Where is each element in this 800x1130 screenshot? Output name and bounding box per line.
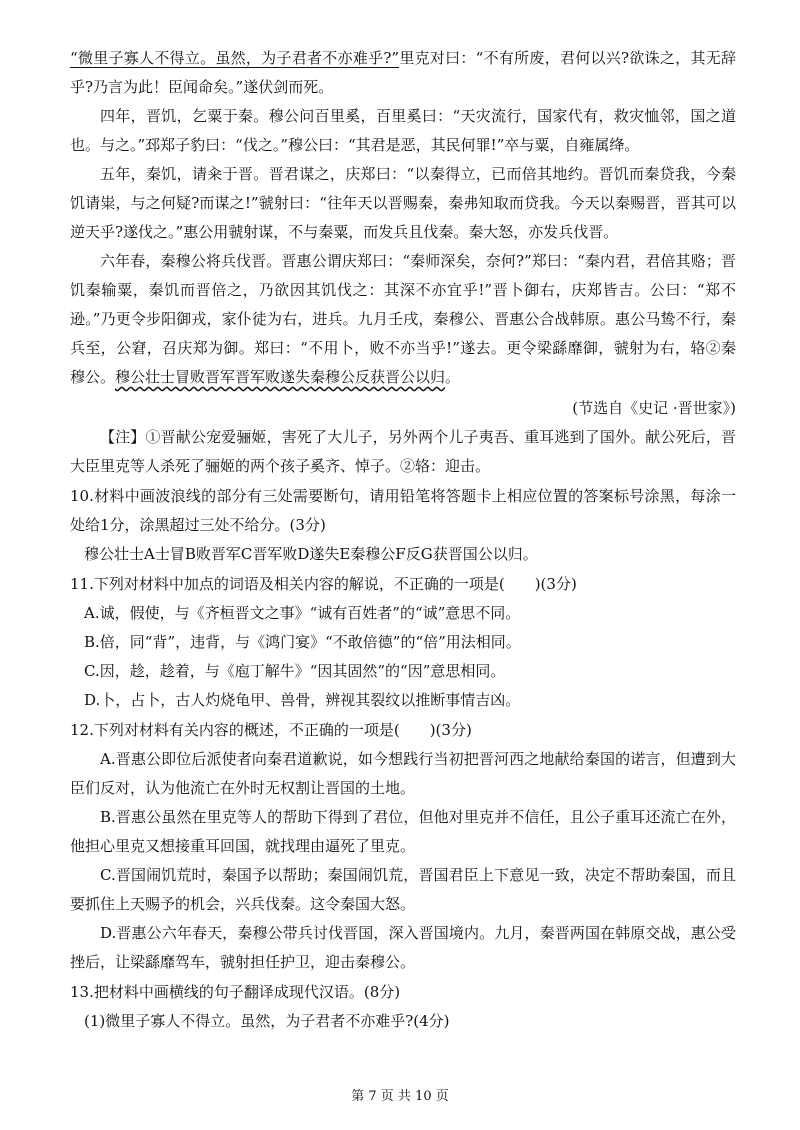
underlined-sentence: “微里子寡人不得立。虽然，为子君者不亦难乎?” xyxy=(70,49,400,67)
question-12-stem: 12.下列对材料有关内容的概述，不正确的一项是( )(3分) xyxy=(70,721,472,739)
passage-paragraph-3: 五年，秦饥，请籴于晋。晋君谋之，庆郑曰：“以秦得立，已而倍其地约。晋饥而秦贷我，今秦饥请粜，与之何疑?而谋之!”虢射曰：“往年天以晋赐秦，秦弗知取而贷我。今天以秦赐晋，晋其可以逆天乎?遂伐之。”惠公用虢射谋，不与秦粟，而发兵且伐秦。秦大怒，亦发兵伐晋。 xyxy=(70,165,736,241)
page-number: 第 7 页 共 10 页 xyxy=(351,1089,449,1104)
question-12-option-a: A.晋惠公即位后派使者向秦君道歉说，如今想践行当初把晋河西之地献给秦国的诺言，但遭到大臣们反对，认为他流亡在外时无权割让晋国的土地。 xyxy=(70,750,736,797)
wavy-underlined-sentence: 穆公壮士冒败晋军晋军败遂失秦穆公反获晋公以归 xyxy=(115,368,446,386)
question-11-option-a: A.诚，假使，与《齐桓晋文之事》“诚有百姓者”的“诚”意思不同。 xyxy=(84,604,521,622)
question-12-option-b: B.晋惠公虽然在里克等人的帮助下得到了君位，但他对里克并不信任，且公子重耳还流亡在外，他担心里克又想接重耳回国，就找理由逼死了里克。 xyxy=(70,808,736,855)
passage-text: 。 xyxy=(445,368,461,386)
passage-text: 辂②秦穆公。 xyxy=(70,339,736,386)
passage-paragraph-1 xyxy=(70,44,736,102)
question-13-stem: 13.把材料中画横线的句子翻译成现代汉语。(8分) xyxy=(70,983,401,1001)
exam-page xyxy=(70,44,736,1036)
question-10-option: 穆公壮士A士冒B败晋军C晋军败D遂失E秦穆公F反G获晋国公以归。 xyxy=(84,545,538,563)
question-12-option-c: C.晋国闹饥荒时，秦国予以帮助；秦国闹饥荒，晋国君臣上下意见一致，决定不帮助秦国，而且要抓住上天赐予的机会，兴兵伐秦。这令秦国大怒。 xyxy=(70,866,736,913)
passage-paragraph-2: 四年，晋饥，乞粟于秦。穆公问百里奚，百里奚曰：“天灾流行，国家代有，救灾恤邻，国之道也。与之。”邳郑子豹曰：“伐之。”穆公曰：“其君是恶，其民何罪!”卒与粟，自雍属绛。 xyxy=(70,107,736,154)
question-10-stem: 10.材料中画波浪线的部分有三处需要断句，请用铅笔将答题卡上相应位置的答案标号涂黑，每涂一处给1分，涂黑超过三处不给分。(3分) xyxy=(70,487,736,534)
source-citation: (节选自《史记 ·晋世家》) xyxy=(572,399,736,417)
passage-paragraph-4 xyxy=(70,247,736,392)
question-13-part-1: (1)微里子寡人不得立。虽然，为子君者不亦难乎?(4分) xyxy=(84,1012,450,1030)
question-11-stem: 11.下列对材料中加点的词语及相关内容的解说，不正确的一项是( )(3分) xyxy=(70,575,577,593)
passage-text: 六年春，秦穆公将兵伐晋。晋惠公谓庆郑曰：“秦师深矣，奈何?”郑曰：“秦内君，君倍其赂；晋饥秦输粟，秦饥而晋倍之，乃欲因其饥伐之：其深不亦宜乎!”晋卜御右，庆郑皆吉。公曰：“郑不逊。”乃更令步阳御戎，家仆徒为右，进兵。九月壬戌，秦穆公、晋惠公合战韩原。惠公马鸷不行，秦兵至，公窘，召庆郑为御。郑曰：“不用卜，败不亦当乎!”遂去。更令梁繇靡御，虢射为右， xyxy=(70,252,736,357)
question-12-option-d: D.晋惠公六年春天，秦穆公带兵讨伐晋国，深入晋国境内。九月，秦晋两国在韩原交战，惠公受挫后，让梁繇靡驾车，虢射担任护卫，迎击秦穆公。 xyxy=(70,924,736,971)
question-11-option-c: C.因，趁，趁着，与《庖丁解牛》“因其固然”的“因”意思相同。 xyxy=(84,662,506,680)
question-11-option-d: D.卜，占卜，古人灼烧龟甲、兽骨，辨视其裂纹以推断事情吉凶。 xyxy=(84,691,521,709)
passage-text: 里克对曰：“不有所废，君何以兴?欲诛之，其无辞乎?乃言为此！臣闻命矣。”遂伏剑而死。 xyxy=(70,49,736,96)
annotation-note: 【注】①晋献公宠爱骊姬，害死了大儿子，另外两个儿子夷吾、重耳逃到了国外。献公死后，晋大臣里克等人杀死了骊姬的两个孩子奚齐、悼子。②辂：迎击。 xyxy=(70,428,736,475)
question-11-option-b: B.倍，同“背”，违背，与《鸿门宴》“不敢倍德”的“倍”用法相同。 xyxy=(84,633,521,651)
